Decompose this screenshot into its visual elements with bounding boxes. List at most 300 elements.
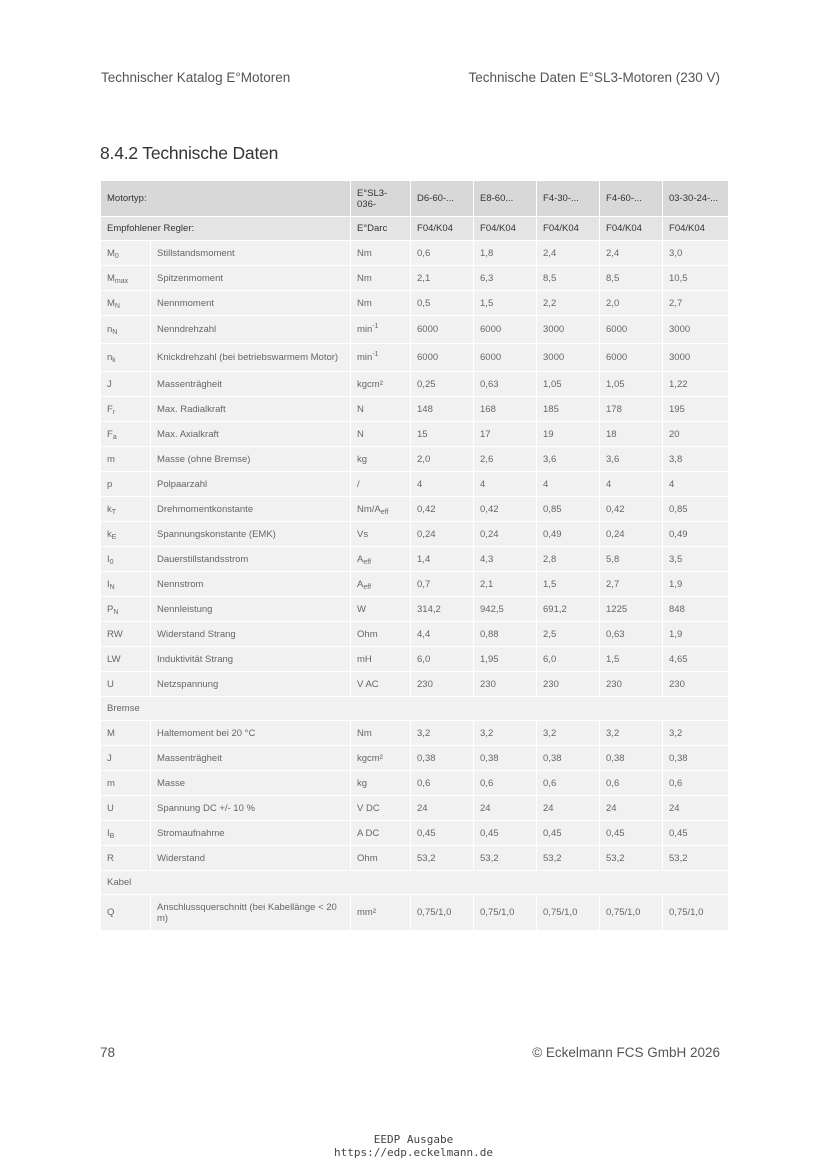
value-cell: 53,2	[474, 846, 537, 871]
unit-cell	[351, 895, 411, 931]
value-cell: 3,2	[663, 721, 729, 746]
value-cell: 4,4	[411, 622, 474, 647]
value-cell: 148	[411, 397, 474, 422]
symbol-cell	[101, 721, 151, 746]
value-cell: 3000	[537, 344, 600, 372]
symbol-cell	[101, 597, 151, 622]
unit: kg	[357, 777, 368, 789]
value-cell: 8,5	[600, 266, 663, 291]
value-cell: 6000	[600, 316, 663, 344]
value-cell: 6000	[600, 344, 663, 372]
value-cell: 24	[474, 796, 537, 821]
regler-value: F04/K04	[600, 217, 663, 241]
description-cell: Haltemoment bei 20 °C	[151, 721, 351, 746]
unit: A	[357, 553, 364, 565]
stamp-line-1: EEDP Ausgabe	[373, 1133, 454, 1146]
value-cell: 178	[600, 397, 663, 422]
unit: A DC	[357, 827, 380, 839]
description-cell: Masse (ohne Bremse)	[151, 447, 351, 472]
unit: N	[357, 403, 364, 415]
value-cell: 0,45	[600, 821, 663, 846]
symbol-subscript: 0	[114, 252, 119, 260]
value-cell: 0,85	[537, 497, 600, 522]
symbol: F	[107, 428, 113, 440]
variant-header: E8-60...	[474, 181, 537, 217]
description-cell: Polpaarzahl	[151, 472, 351, 497]
value-cell: 6000	[474, 316, 537, 344]
symbol: M	[107, 272, 115, 284]
symbol: I	[107, 553, 110, 565]
regler-row	[101, 217, 729, 241]
value-cell: 0,88	[474, 622, 537, 647]
symbol-subscript: r	[112, 408, 116, 416]
description-cell: Widerstand Strang	[151, 622, 351, 647]
unit: V DC	[357, 802, 380, 814]
value-cell: 3,5	[663, 547, 729, 572]
value-cell: 1,4	[411, 547, 474, 572]
symbol-cell	[101, 771, 151, 796]
value-cell: 314,2	[411, 597, 474, 622]
unit: Ohm	[357, 852, 378, 864]
value-cell: 0,49	[537, 522, 600, 547]
value-cell: 2,7	[600, 572, 663, 597]
unit-subscript: eff	[363, 558, 372, 566]
unit-superscript: -1	[372, 351, 379, 358]
unit: min	[357, 352, 373, 363]
technical-data-table	[100, 180, 729, 931]
value-cell: 3,6	[537, 447, 600, 472]
regler-value: F04/K04	[663, 217, 729, 241]
value-cell: 24	[600, 796, 663, 821]
value-cell: 168	[474, 397, 537, 422]
table-row	[101, 397, 729, 422]
table-row	[101, 447, 729, 472]
value-cell: 3000	[537, 316, 600, 344]
value-cell: 0,75/1,0	[600, 895, 663, 931]
unit: Nm	[357, 272, 372, 284]
unit-cell	[351, 746, 411, 771]
description-cell: Nenndrehzahl	[151, 316, 351, 344]
value-cell: 0,24	[474, 522, 537, 547]
value-cell: 6,3	[474, 266, 537, 291]
symbol-cell	[101, 547, 151, 572]
symbol: m	[107, 453, 115, 465]
value-cell: 0,6	[411, 771, 474, 796]
unit: Nm	[357, 247, 372, 259]
value-cell: 19	[537, 422, 600, 447]
running-header-right: Technische Daten E°SL3-Motoren (230 V)	[468, 70, 720, 85]
table-row	[101, 572, 729, 597]
value-cell: 0,38	[474, 746, 537, 771]
symbol-subscript: a	[112, 433, 117, 441]
regler-value: F04/K04	[474, 217, 537, 241]
variant-header: F4-60-...	[600, 181, 663, 217]
unit-cell	[351, 291, 411, 316]
symbol: M	[107, 297, 115, 309]
symbol-subscript: B	[109, 832, 115, 840]
symbol: J	[107, 378, 112, 390]
value-cell: 3,8	[663, 447, 729, 472]
symbol-cell	[101, 241, 151, 266]
description-cell: Knickdrehzahl (bei betriebswarmem Motor)	[151, 344, 351, 372]
description-cell: Spannung DC +/- 10 %	[151, 796, 351, 821]
value-cell: 0,42	[474, 497, 537, 522]
value-cell: 691,2	[537, 597, 600, 622]
symbol-cell	[101, 397, 151, 422]
unit-cell	[351, 372, 411, 397]
value-cell: 0,25	[411, 372, 474, 397]
symbol: I	[107, 578, 110, 590]
unit-cell	[351, 422, 411, 447]
unit-cell	[351, 547, 411, 572]
value-cell: 0,63	[600, 622, 663, 647]
unit-cell	[351, 672, 411, 697]
value-cell: 195	[663, 397, 729, 422]
motortyp-label: Motortyp:	[101, 181, 351, 217]
table-row	[101, 895, 729, 931]
table-row	[101, 241, 729, 266]
group-label: Kabel	[101, 871, 729, 895]
value-cell: 0,7	[411, 572, 474, 597]
symbol: M	[107, 727, 115, 739]
description-cell: Nennmoment	[151, 291, 351, 316]
value-cell: 2,8	[537, 547, 600, 572]
value-cell: 2,4	[600, 241, 663, 266]
unit: /	[357, 478, 360, 490]
symbol: F	[107, 403, 113, 415]
unit-cell	[351, 572, 411, 597]
unit-cell	[351, 241, 411, 266]
value-cell: 24	[411, 796, 474, 821]
symbol: p	[107, 478, 113, 490]
value-cell: 0,42	[600, 497, 663, 522]
value-cell: 17	[474, 422, 537, 447]
unit-cell	[351, 397, 411, 422]
section-title: 8.4.2 Technische Daten	[100, 143, 279, 163]
value-cell: 230	[411, 672, 474, 697]
unit: Nm	[357, 297, 372, 309]
value-cell: 2,4	[537, 241, 600, 266]
regler-value: F04/K04	[537, 217, 600, 241]
value-cell: 0,24	[600, 522, 663, 547]
unit-superscript: -1	[372, 323, 379, 330]
value-cell: 0,38	[537, 746, 600, 771]
value-cell: 230	[663, 672, 729, 697]
symbol-cell	[101, 372, 151, 397]
copyright-notice: © Eckelmann FCS GmbH 2026	[532, 1045, 720, 1060]
value-cell: 0,38	[411, 746, 474, 771]
value-cell: 848	[663, 597, 729, 622]
value-cell: 1,5	[474, 291, 537, 316]
value-cell: 4	[663, 472, 729, 497]
unit: Ohm	[357, 628, 378, 640]
table-row	[101, 746, 729, 771]
table-row	[101, 497, 729, 522]
value-cell: 1,5	[537, 572, 600, 597]
value-cell: 0,49	[663, 522, 729, 547]
value-cell: 6000	[411, 316, 474, 344]
value-cell: 3000	[663, 316, 729, 344]
description-cell: Nennleistung	[151, 597, 351, 622]
symbol: U	[107, 802, 114, 814]
symbol-subscript: 0	[109, 558, 114, 566]
symbol: LW	[107, 653, 121, 665]
unit-cell	[351, 796, 411, 821]
value-cell: 0,6	[411, 241, 474, 266]
unit-cell	[351, 821, 411, 846]
table-row	[101, 547, 729, 572]
value-cell: 0,24	[411, 522, 474, 547]
unit-cell	[351, 846, 411, 871]
variant-header: F4-30-...	[537, 181, 600, 217]
value-cell: 1,95	[474, 647, 537, 672]
value-cell: 0,75/1,0	[411, 895, 474, 931]
table-row	[101, 316, 729, 344]
unit-cell	[351, 522, 411, 547]
table-row	[101, 266, 729, 291]
regler-value: F04/K04	[411, 217, 474, 241]
value-cell: 6,0	[411, 647, 474, 672]
symbol-subscript: T	[111, 508, 117, 516]
description-cell: Stromaufnahme	[151, 821, 351, 846]
unit: Nm/A	[357, 503, 381, 515]
symbol-cell	[101, 647, 151, 672]
table-header-row	[101, 181, 729, 217]
table-row	[101, 846, 729, 871]
value-cell: 53,2	[537, 846, 600, 871]
symbol: Q	[107, 907, 115, 918]
unit-cell	[351, 622, 411, 647]
symbol-cell	[101, 422, 151, 447]
value-cell: 6000	[474, 344, 537, 372]
value-cell: 4	[537, 472, 600, 497]
variant-header: 03-30-24-...	[663, 181, 729, 217]
edition-stamp	[0, 1133, 827, 1159]
value-cell: 1,22	[663, 372, 729, 397]
symbol-cell	[101, 572, 151, 597]
value-cell: 24	[663, 796, 729, 821]
value-cell: 0,45	[474, 821, 537, 846]
value-cell: 20	[663, 422, 729, 447]
symbol: k	[107, 503, 112, 515]
value-cell: 0,85	[663, 497, 729, 522]
value-cell: 0,45	[663, 821, 729, 846]
table-row	[101, 622, 729, 647]
symbol-subscript: k	[112, 357, 116, 364]
value-cell: 0,38	[663, 746, 729, 771]
symbol-cell	[101, 291, 151, 316]
value-cell: 942,5	[474, 597, 537, 622]
page-number: 78	[100, 1045, 116, 1060]
unit: A	[357, 578, 364, 590]
symbol-cell	[101, 846, 151, 871]
description-cell: Masse	[151, 771, 351, 796]
value-cell: 1,05	[600, 372, 663, 397]
table-row	[101, 372, 729, 397]
symbol: P	[107, 603, 114, 615]
value-cell: 3,6	[600, 447, 663, 472]
description-cell: Widerstand	[151, 846, 351, 871]
symbol-subscript: E	[111, 533, 117, 541]
value-cell: 0,75/1,0	[663, 895, 729, 931]
variant-header: D6-60-...	[411, 181, 474, 217]
value-cell: 4	[411, 472, 474, 497]
value-cell: 0,6	[537, 771, 600, 796]
unit-cell	[351, 771, 411, 796]
symbol-subscript: N	[114, 302, 120, 310]
table-row	[101, 647, 729, 672]
value-cell: 2,7	[663, 291, 729, 316]
value-cell: 1,8	[474, 241, 537, 266]
symbol-cell	[101, 522, 151, 547]
description-cell: Max. Radialkraft	[151, 397, 351, 422]
description-cell: Nennstrom	[151, 572, 351, 597]
symbol: n	[107, 324, 113, 335]
unit-cell	[351, 472, 411, 497]
description-cell: Drehmomentkonstante	[151, 497, 351, 522]
value-cell: 0,6	[600, 771, 663, 796]
value-cell: 0,42	[411, 497, 474, 522]
symbol-cell	[101, 316, 151, 344]
symbol: U	[107, 678, 114, 690]
symbol: RW	[107, 628, 123, 640]
value-cell: 230	[600, 672, 663, 697]
table-row	[101, 344, 729, 372]
description-cell: Spannungskonstante (EMK)	[151, 522, 351, 547]
symbol-cell	[101, 672, 151, 697]
value-cell: 1225	[600, 597, 663, 622]
stamp-line-2: https://edp.eckelmann.de	[334, 1146, 493, 1159]
symbol-cell	[101, 821, 151, 846]
table-row	[101, 672, 729, 697]
unit-cell	[351, 497, 411, 522]
symbol-cell	[101, 447, 151, 472]
symbol: M	[107, 247, 115, 259]
group-row	[101, 697, 729, 721]
value-cell: 3,2	[537, 721, 600, 746]
unit: V AC	[357, 678, 379, 690]
unit-cell	[351, 647, 411, 672]
unit-subscript: eff	[363, 583, 372, 591]
table-row	[101, 522, 729, 547]
description-cell: Netzspannung	[151, 672, 351, 697]
value-cell: 185	[537, 397, 600, 422]
symbol: k	[107, 528, 112, 540]
symbol-cell	[101, 344, 151, 372]
unit-cell	[351, 316, 411, 344]
unit: Vs	[357, 528, 369, 540]
symbol-subscript: N	[109, 583, 115, 591]
description-cell: Stillstandsmoment	[151, 241, 351, 266]
value-cell: 4	[474, 472, 537, 497]
table-row	[101, 821, 729, 846]
unit: kg	[357, 453, 368, 465]
symbol-cell	[101, 622, 151, 647]
unit: min	[357, 324, 373, 335]
unit-cell	[351, 597, 411, 622]
description-cell: Spitzenmoment	[151, 266, 351, 291]
regler-label: Empfohlener Regler:	[101, 217, 351, 241]
table-row	[101, 721, 729, 746]
description-cell: Max. Axialkraft	[151, 422, 351, 447]
value-cell: 4,3	[474, 547, 537, 572]
symbol-cell	[101, 895, 151, 931]
description-cell: Induktivität Strang	[151, 647, 351, 672]
value-cell: 0,6	[474, 771, 537, 796]
value-cell: 0,45	[537, 821, 600, 846]
symbol-subscript: N	[113, 608, 119, 616]
value-cell: 0,45	[411, 821, 474, 846]
value-cell: 3,2	[474, 721, 537, 746]
table-row	[101, 472, 729, 497]
description-cell: Massenträgheit	[151, 746, 351, 771]
value-cell: 230	[474, 672, 537, 697]
value-cell: 10,5	[663, 266, 729, 291]
unit: Nm	[357, 727, 372, 739]
unit-subscript: eff	[380, 508, 389, 516]
value-cell: 0,63	[474, 372, 537, 397]
value-cell: 1,05	[537, 372, 600, 397]
symbol: I	[107, 827, 110, 839]
symbol-cell	[101, 472, 151, 497]
symbol-subscript: max	[114, 277, 129, 285]
unit: mm²	[357, 907, 377, 918]
value-cell: 3,2	[411, 721, 474, 746]
unit: W	[357, 603, 366, 615]
table-row	[101, 597, 729, 622]
running-header-left: Technischer Katalog E°Motoren	[101, 70, 291, 85]
unit: kgcm²	[357, 378, 383, 390]
symbol-subscript: N	[112, 329, 118, 336]
value-cell: 1,9	[663, 572, 729, 597]
description-cell: Anschlussquerschnitt (bei Kabellänge < 20 m)	[151, 895, 351, 931]
group-row	[101, 871, 729, 895]
value-cell: 2,1	[411, 266, 474, 291]
value-cell: 3000	[663, 344, 729, 372]
symbol-cell	[101, 746, 151, 771]
value-cell: 4	[600, 472, 663, 497]
value-cell: 0,5	[411, 291, 474, 316]
unit-cell	[351, 447, 411, 472]
unit: kgcm²	[357, 752, 383, 764]
regler-series-cell: E°Darc	[351, 217, 411, 241]
table-row	[101, 291, 729, 316]
value-cell: 3,0	[663, 241, 729, 266]
value-cell: 1,9	[663, 622, 729, 647]
value-cell: 53,2	[600, 846, 663, 871]
description-cell: Massenträgheit	[151, 372, 351, 397]
value-cell: 18	[600, 422, 663, 447]
value-cell: 53,2	[663, 846, 729, 871]
value-cell: 2,1	[474, 572, 537, 597]
unit: N	[357, 428, 364, 440]
value-cell: 53,2	[411, 846, 474, 871]
value-cell: 24	[537, 796, 600, 821]
value-cell: 2,0	[600, 291, 663, 316]
table-row	[101, 771, 729, 796]
value-cell: 2,0	[411, 447, 474, 472]
value-cell: 2,2	[537, 291, 600, 316]
value-cell: 8,5	[537, 266, 600, 291]
table-row	[101, 796, 729, 821]
symbol: m	[107, 777, 115, 789]
value-cell: 2,6	[474, 447, 537, 472]
value-cell: 230	[537, 672, 600, 697]
value-cell: 6,0	[537, 647, 600, 672]
value-cell: 0,75/1,0	[537, 895, 600, 931]
value-cell: 3,2	[600, 721, 663, 746]
symbol: R	[107, 852, 114, 864]
